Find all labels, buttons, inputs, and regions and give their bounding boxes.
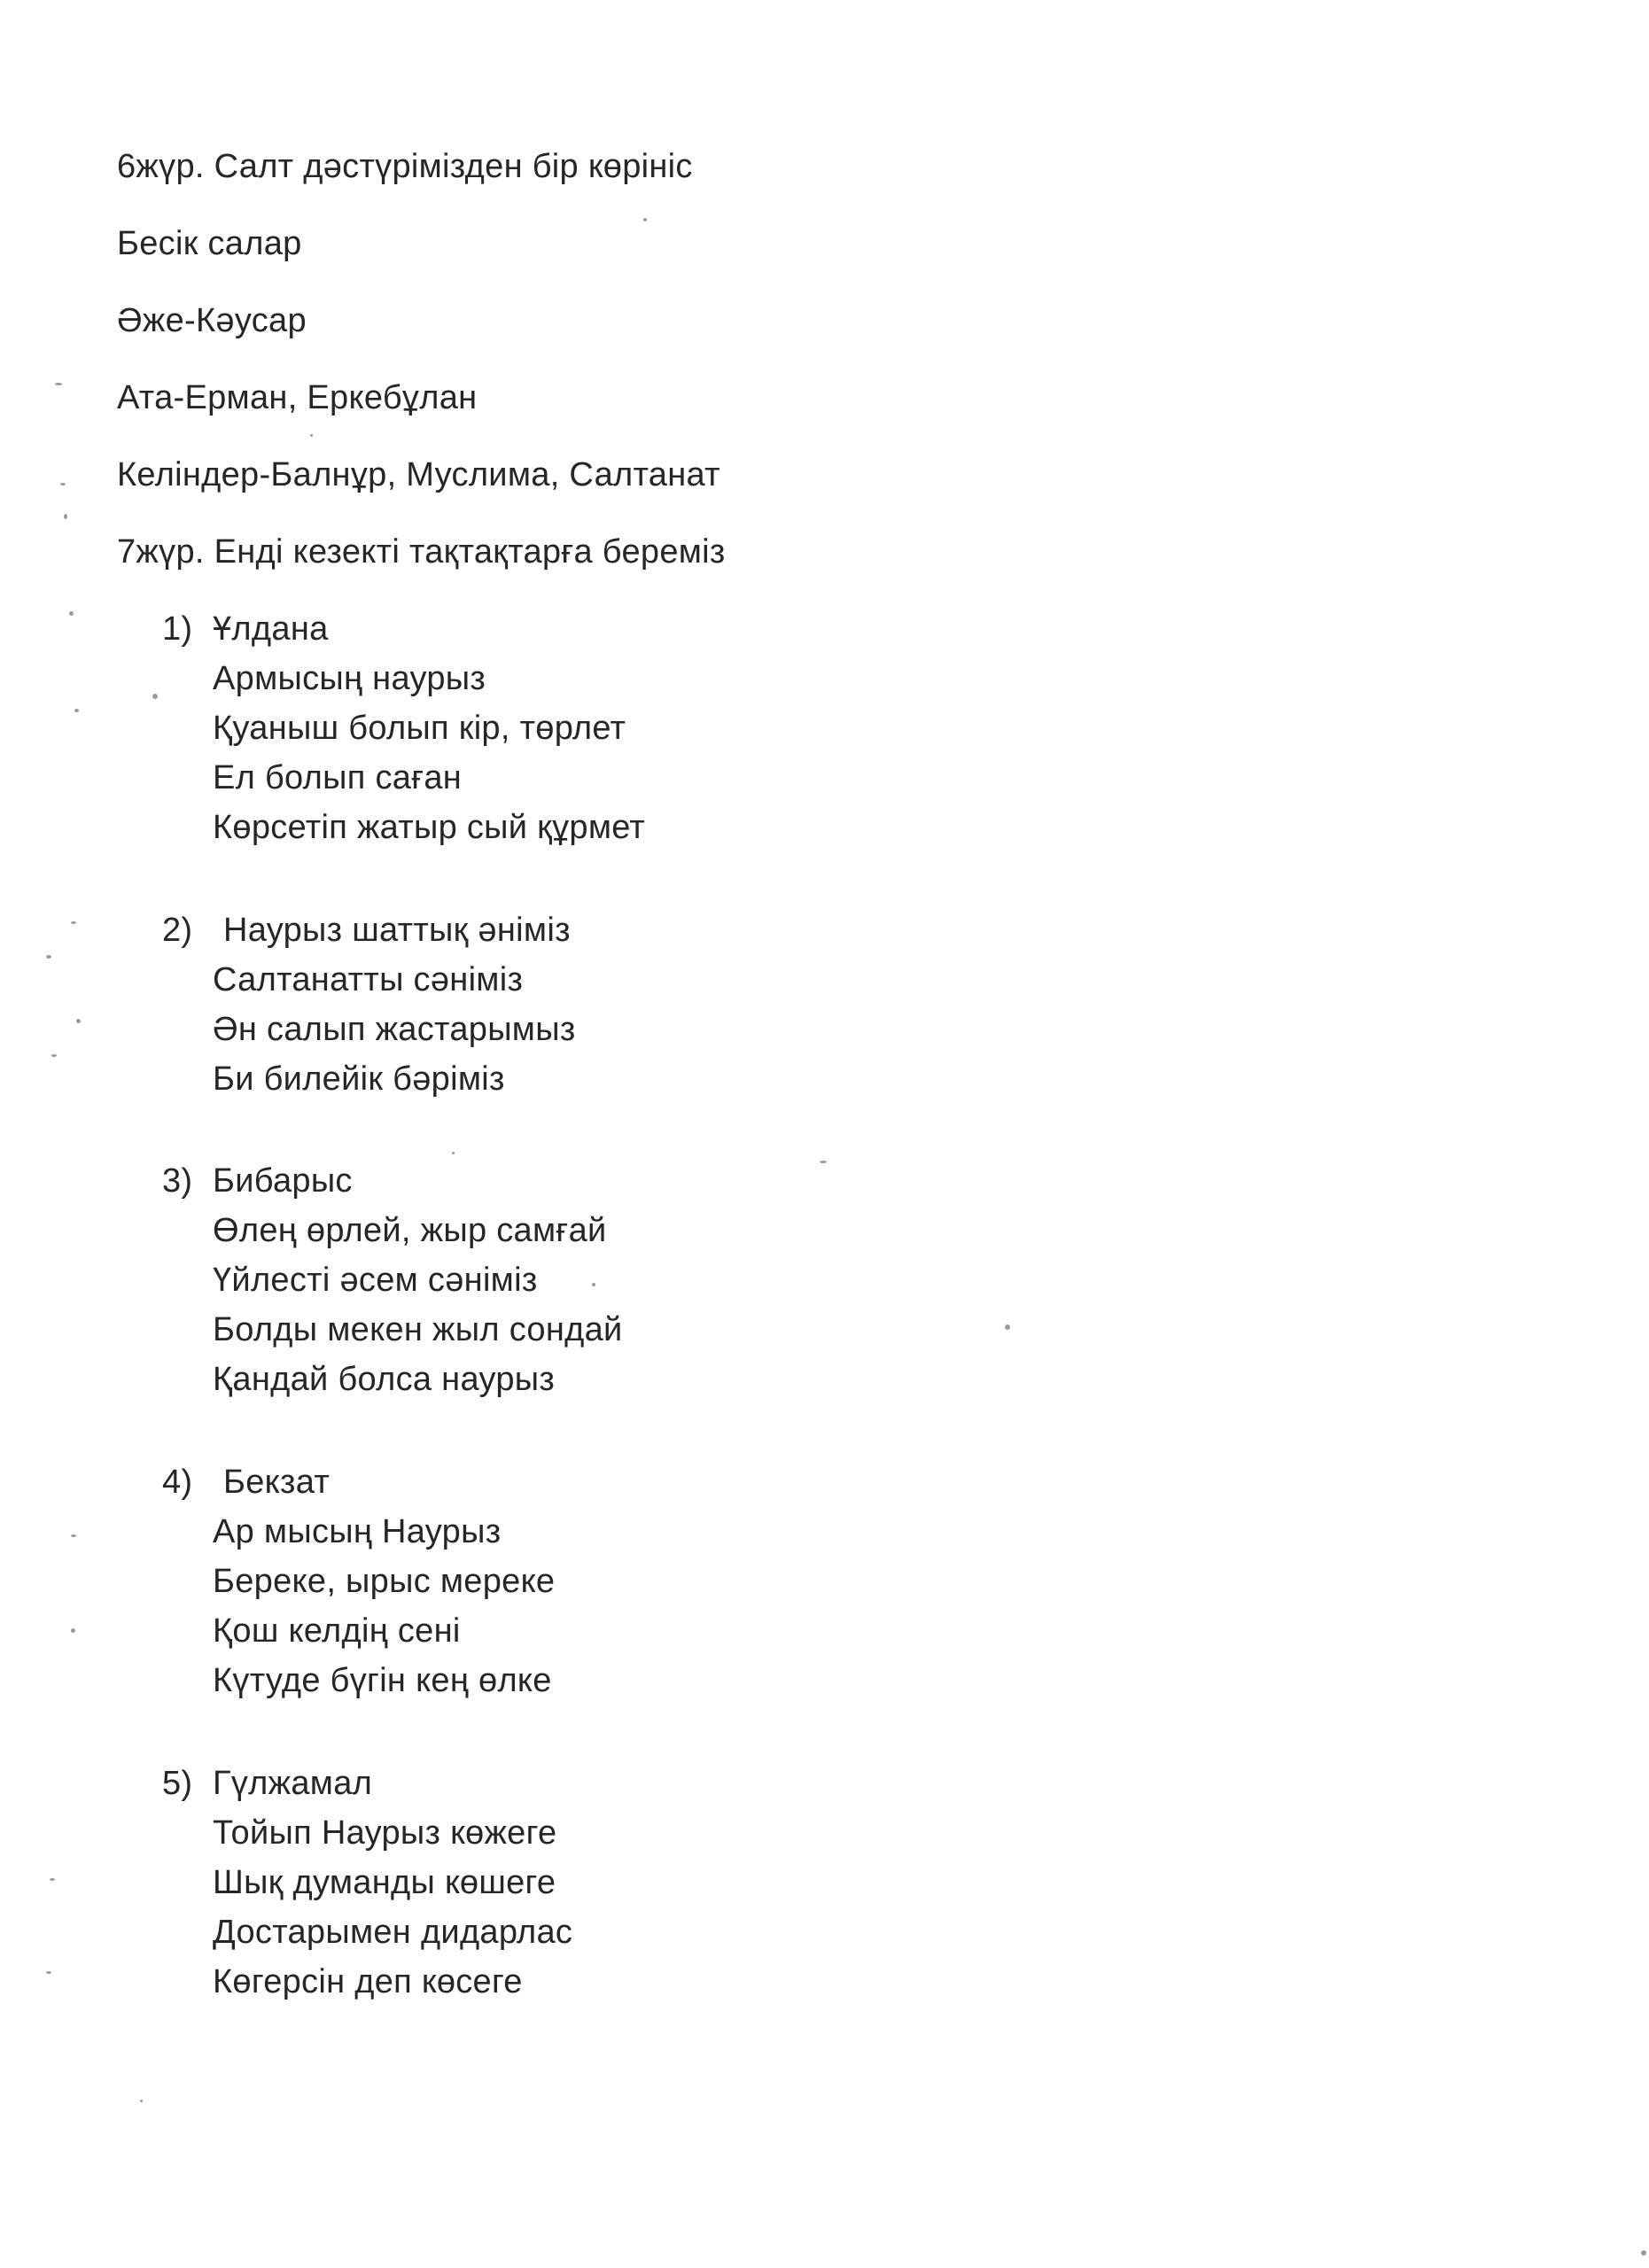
poem-first-line: Наурыз шаттық әніміз: [223, 912, 571, 949]
poem-line: Үйлесті әсем сәніміз: [213, 1262, 538, 1299]
poem-line: Достарымен дидарлас: [213, 1914, 573, 1951]
scan-speck: [71, 1628, 75, 1633]
scan-speck: [71, 921, 76, 924]
poem-number: 2): [162, 912, 193, 949]
poem-line: Береке, ырыс мереке: [213, 1563, 556, 1600]
poem-line: Болды мекен жыл сондай: [213, 1311, 623, 1348]
poem-number: 4): [162, 1464, 193, 1501]
scan-speck: [452, 1152, 455, 1154]
scan-speck: [55, 383, 62, 385]
scan-speck: [46, 955, 51, 959]
scan-speck: [643, 218, 647, 221]
scan-speck: [310, 434, 313, 437]
poem-line: Тойып Наурыз көжеге: [213, 1814, 557, 1852]
poem-reciter: Бекзат: [223, 1464, 331, 1501]
poem-reciter: Гүлжамал: [213, 1765, 373, 1802]
heading-line-4: Ата-Ерман, Еркебұлан: [117, 379, 478, 416]
poem-line: Қандай болса наурыз: [213, 1361, 556, 1398]
heading-line-2: Бесік салар: [117, 225, 302, 262]
scan-speck: [50, 1878, 55, 1881]
poem-line: Қош келдің сені: [213, 1612, 461, 1650]
poem-line: Ар мысың Наурыз: [213, 1513, 502, 1550]
poem-line: Көгерсін деп көсеге: [213, 1963, 523, 2000]
poem-reciter: Ұлдана: [213, 610, 329, 648]
scan-speck: [1005, 1324, 1010, 1330]
heading-line-6: 7жүр. Енді кезекті тақтақтарға береміз: [117, 533, 726, 571]
heading-line-5: Келіндер-Балнұр, Муслима, Салтанат: [117, 456, 720, 493]
scan-speck: [74, 709, 79, 712]
scan-speck: [820, 1161, 827, 1163]
scan-speck: [71, 1534, 76, 1537]
poem-line: Өлең өрлей, жыр самғай: [213, 1212, 607, 1249]
scan-speck: [592, 1283, 595, 1286]
scan-speck: [152, 694, 158, 699]
scan-speck: [69, 611, 74, 616]
scan-speck: [46, 1971, 51, 1974]
scan-speck: [64, 514, 67, 519]
poem-line: Ел болып саған: [213, 759, 463, 796]
poem-number: 3): [162, 1162, 193, 1200]
heading-line-3: Әже-Кәусар: [117, 302, 307, 339]
scan-speck: [60, 483, 66, 485]
poem-line: Қуаныш болып кір, төрлет: [213, 710, 626, 747]
poem-line: Салтанатты сәніміз: [213, 961, 524, 998]
poem-line: Би билейік бәріміз: [213, 1060, 505, 1098]
poem-line: Шық думанды көшеге: [213, 1864, 556, 1901]
scan-speck: [76, 1019, 81, 1023]
heading-line-1: 6жүр. Салт дәстүрімізден бір көрініс: [117, 148, 693, 185]
poem-number: 5): [162, 1765, 193, 1802]
scan-speck: [140, 2100, 143, 2102]
poem-line: Күтуде бүгін кең өлке: [213, 1662, 552, 1699]
poem-line: Ән салып жастарымыз: [213, 1011, 576, 1048]
scan-speck: [1641, 2250, 1646, 2256]
poem-reciter: Бибарыс: [213, 1162, 353, 1200]
poem-line: Көрсетіп жатыр сый құрмет: [213, 809, 646, 846]
poem-line: Армысың наурыз: [213, 660, 486, 697]
scan-speck: [51, 1054, 57, 1057]
poem-number: 1): [162, 610, 193, 648]
